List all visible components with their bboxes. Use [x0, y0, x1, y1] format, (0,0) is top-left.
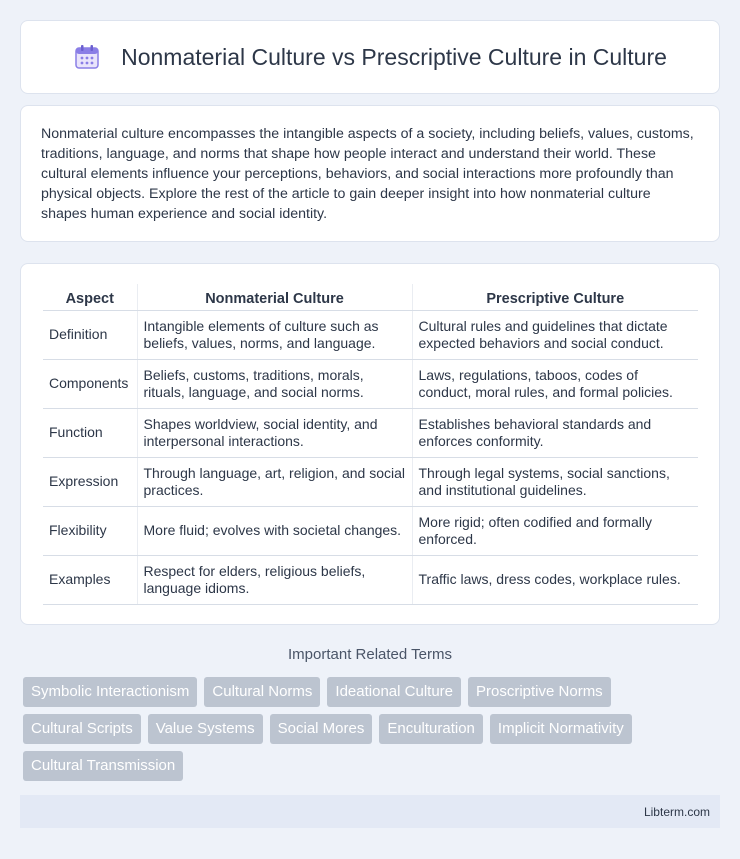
row-nonmaterial-cell: Through language, art, religion, and social practices.	[137, 457, 412, 506]
column-header-prescriptive: Prescriptive Culture	[412, 284, 698, 310]
column-header-aspect: Aspect	[43, 284, 137, 310]
row-nonmaterial-cell: More fluid; evolves with societal changes.	[137, 506, 412, 555]
row-aspect-cell: Examples	[43, 555, 137, 604]
related-term-tag[interactable]: Enculturation	[379, 714, 483, 744]
table-row	[43, 555, 698, 604]
row-prescriptive-cell: Laws, regulations, taboos, codes of conduct, moral rules, and formal policies.	[412, 359, 698, 408]
row-prescriptive-cell: Cultural rules and guidelines that dictate expected behaviors and social conduct.	[412, 310, 698, 359]
calendar-icon	[73, 43, 101, 71]
row-aspect-cell: Function	[43, 408, 137, 457]
row-prescriptive-cell: Through legal systems, social sanctions, and institutional guidelines.	[412, 457, 698, 506]
page-title: Nonmaterial Culture vs Prescriptive Culture in Culture	[121, 43, 667, 70]
related-term-tag[interactable]: Cultural Transmission	[23, 751, 183, 781]
related-terms-heading: Important Related Terms	[288, 646, 452, 663]
comparison-table	[43, 284, 698, 605]
related-terms-list	[23, 677, 713, 788]
row-nonmaterial-cell: Respect for elders, religious beliefs, language idioms.	[137, 555, 412, 604]
footer-site-link[interactable]: Libterm.com	[643, 804, 710, 819]
footer-bar	[20, 795, 720, 828]
row-aspect-cell: Components	[43, 359, 137, 408]
related-term-tag[interactable]: Proscriptive Norms	[468, 677, 611, 707]
column-header-nonmaterial: Nonmaterial Culture	[137, 284, 412, 310]
row-nonmaterial-cell: Intangible elements of culture such as beliefs, values, norms, and language.	[137, 310, 412, 359]
table-header-row	[43, 284, 698, 310]
header-card	[20, 20, 720, 94]
table-row	[43, 310, 698, 359]
related-term-tag[interactable]: Cultural Norms	[204, 677, 320, 707]
related-term-tag[interactable]: Value Systems	[148, 714, 263, 744]
table-row	[43, 506, 698, 555]
row-prescriptive-cell: More rigid; often codified and formally enforced.	[412, 506, 698, 555]
table-row	[43, 408, 698, 457]
row-nonmaterial-cell: Shapes worldview, social identity, and interpersonal interactions.	[137, 408, 412, 457]
row-prescriptive-cell: Traffic laws, dress codes, workplace rules.	[412, 555, 698, 604]
comparison-table-card	[20, 263, 720, 625]
table-row	[43, 359, 698, 408]
row-aspect-cell: Flexibility	[43, 506, 137, 555]
intro-card	[20, 105, 720, 242]
related-term-tag[interactable]: Symbolic Interactionism	[23, 677, 197, 707]
intro-paragraph: Nonmaterial culture encompasses the intangible aspects of a society, including beliefs, values, customs, traditions, language, and norms that shape how people interact and understand their world. These cultural elements influence your perceptions, behaviors, and social interactions more profoundly than physical objects. Explore the rest of the article to gain deeper insight into how nonmaterial culture shapes human experience and social identity.	[41, 126, 694, 222]
row-prescriptive-cell: Establishes behavioral standards and enforces conformity.	[412, 408, 698, 457]
related-term-tag[interactable]: Ideational Culture	[327, 677, 461, 707]
related-term-tag[interactable]: Implicit Normativity	[490, 714, 632, 744]
table-row	[43, 457, 698, 506]
row-aspect-cell: Expression	[43, 457, 137, 506]
related-term-tag[interactable]: Cultural Scripts	[23, 714, 141, 744]
row-aspect-cell: Definition	[43, 310, 137, 359]
row-nonmaterial-cell: Beliefs, customs, traditions, morals, rituals, language, and social norms.	[137, 359, 412, 408]
related-term-tag[interactable]: Social Mores	[270, 714, 373, 744]
